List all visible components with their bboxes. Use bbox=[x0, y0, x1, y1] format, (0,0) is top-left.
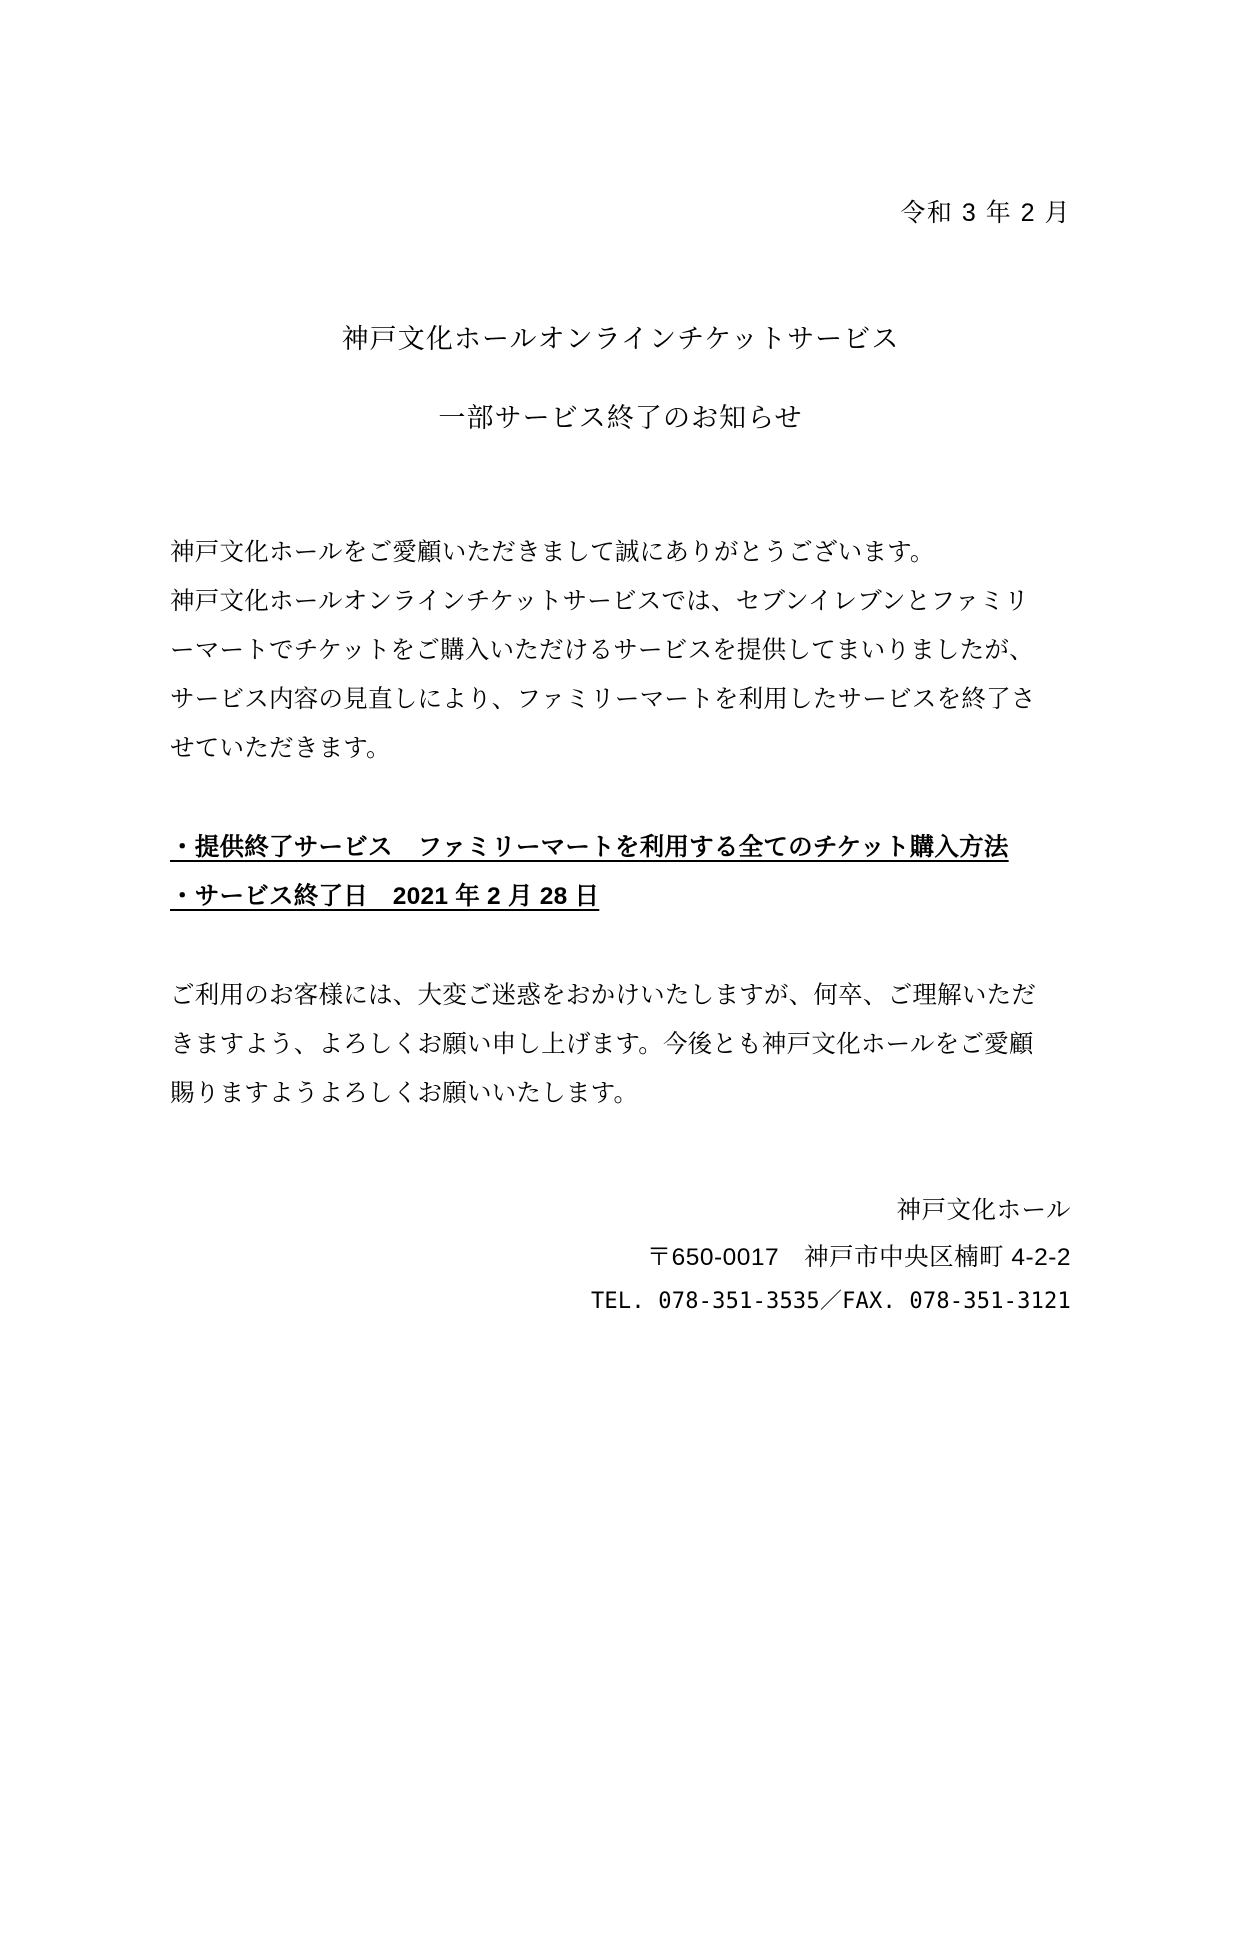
highlight-end-date: ・サービス終了日 2021 年 2 月 28 日 bbox=[170, 883, 600, 910]
intro-line-1: 神戸文化ホールをご愛顧いただきまして誠にありがとうございます。 bbox=[170, 539, 935, 566]
closing-line-2: きますよう、よろしくお願い申し上げます。今後とも神戸文化ホールをご愛顧 bbox=[170, 1031, 1034, 1058]
intro-line-5: せていただきます。 bbox=[170, 735, 391, 762]
intro-line-3: ーマートでチケットをご購入いただけるサービスを提供してまいりましたが、 bbox=[170, 637, 1034, 664]
highlight-discontinued-service: ・提供終了サービス ファミリーマートを利用する全てのチケット購入方法 bbox=[170, 834, 1009, 861]
document-date: 令和 3 年 2 月 bbox=[900, 199, 1071, 227]
closing-paragraph bbox=[170, 971, 1071, 1118]
closing-line-1: ご利用のお客様には、大変ご迷惑をおかけいたしますが、何卒、ご理解いただ bbox=[170, 982, 1037, 1009]
closing-line-3: 賜りますようよろしくお願いいたします。 bbox=[170, 1080, 639, 1107]
document-page bbox=[0, 196, 1241, 1951]
signature-organization: 神戸文化ホール bbox=[896, 1197, 1071, 1224]
signature-address: 〒650-0017 神戸市中央区楠町 4-2-2 bbox=[646, 1243, 1071, 1271]
signature-block bbox=[170, 1188, 1071, 1323]
signature-contact: TEL. 078-351-3535／FAX. 078-351-3121 bbox=[590, 1289, 1071, 1315]
intro-line-4: サービス内容の見直しにより、ファミリーマートを利用したサービスを終了さ bbox=[170, 686, 1036, 713]
highlight-paragraph bbox=[170, 823, 1071, 921]
document-title bbox=[170, 319, 1071, 438]
title-line-1: 神戸文化ホールオンラインチケットサービス bbox=[341, 324, 900, 354]
intro-line-2: 神戸文化ホールオンラインチケットサービスでは、セブンイレブンとファミリ bbox=[170, 588, 1029, 615]
intro-paragraph bbox=[170, 528, 1071, 773]
title-line-2: 一部サービス終了のお知らせ bbox=[438, 402, 803, 433]
